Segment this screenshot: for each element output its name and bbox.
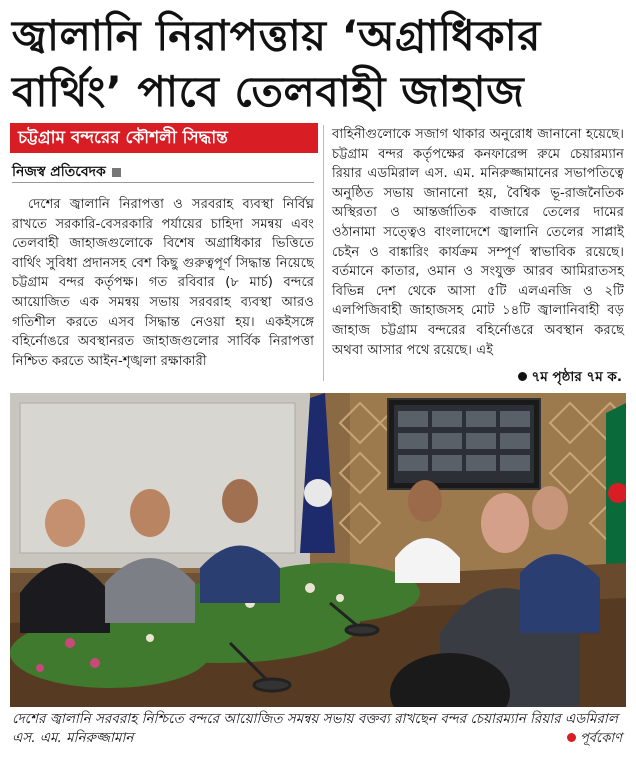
news-photo: [10, 393, 626, 707]
meeting-photo-illustration: [10, 393, 626, 707]
headline: জ্বালানি নিরাপত্তায় ‘অগ্রাধিকার বার্থিং’ পাবে তেলবাহী জাহাজ: [12, 11, 541, 116]
article-column-right: বাহিনীগুলোকে সজাগ থাকার অনুরোধ জানানো হয়েছে। চট্টগ্রাম বন্দর কর্তৃপক্ষের কনফারেন্স রুমে চেয়ারম্যান রিয়ার এডমিরাল এস. এম. মনিরুজ্জামানের সভাপতিত্বে অনুষ্ঠিত সভায় জানানো হয়, বৈশ্বিক ভূ-রাজনৈতিক অস্থিরতা ও আন্তর্জাতিক বাজারে তেলের দামের ওঠানামা সত্ত্বেও বাংলাদেশে জ্বালানি তেলের সাপ্লাই চেইন ও বাঙ্কারিং কার্যক্রম সম্পূর্ণ স্বাভাবিক রয়েছে। বর্তমানে কাতার, ওমান ও সংযুক্ত আরব আমিরাতসহ বিভিন্ন দেশ থেকে আসা ৫টি এলএনজি ও ২টি এলপিজিবাহী জাহাজসহ মোট ১৪টি জ্বালানিবাহী বড় জাহাজ চট্টগ্রাম বন্দরের বহির্নোঙরে অবস্থান করছে অথবা আসার পথে রয়েছে। এই: [332, 127, 624, 358]
byline-text: নিজস্ব প্রতিবেদক: [12, 164, 106, 180]
continued-jump: [518, 366, 622, 389]
continued-text: ৭ম পৃষ্ঠার ৭ম ক.: [531, 369, 622, 385]
byline: [12, 160, 121, 184]
credit-dot-icon: [567, 733, 576, 742]
credit-text: পূর্বকোণ: [579, 731, 622, 746]
photo-caption: দেশের জ্বালানি সরবরাহ নিশ্চিতে বন্দরে আয়োজিত সমন্বয় সভায় বক্তব্য রাখছেন বন্দর চেয়ারম্যান রিয়ার এডমিরাল এস. এম. মনিরুজ্জামান: [12, 711, 618, 746]
bullet-icon: [518, 372, 527, 381]
kicker-banner: চট্টগ্রাম বন্দরের কৌশলী সিদ্ধান্ত: [10, 123, 318, 153]
byline-square-icon: [112, 168, 121, 177]
photo-credit: [567, 729, 622, 750]
byline-rule: [12, 182, 314, 183]
article-column-left: দেশের জ্বালানি নিরাপত্তা ও সরবরাহ ব্যবস্থা নির্বিঘ্ন রাখতে সরকারি-বেসরকারি পর্যায়ের চাহিদা সমন্বয় এবং তেলবাহী জাহাজগুলোকে বিশেষ অগ্রাধিকার ভিত্তিতে বার্থিং সুবিধা প্রদানসহ বেশ কিছু গুরুত্বপূর্ণ সিদ্ধান্ত নিয়েছে চট্টগ্রাম বন্দর কর্তৃপক্ষ। গত রবিবার (৮ মার্চ) বন্দরে আয়োজিত এক সমন্বয় সভায় সরবরাহ ব্যবস্থা আরও গতিশীল করতে এসব সিদ্ধান্ত নেওয়া হয়। একইসঙ্গে বহির্নোঙরে অবস্থানরত জাহাজগুলোর সার্বিক নিরাপত্তা নিশ্চিত করতে আইন-শৃঙ্খলা রক্ষাকারী: [12, 197, 314, 369]
column-divider: [323, 125, 324, 381]
